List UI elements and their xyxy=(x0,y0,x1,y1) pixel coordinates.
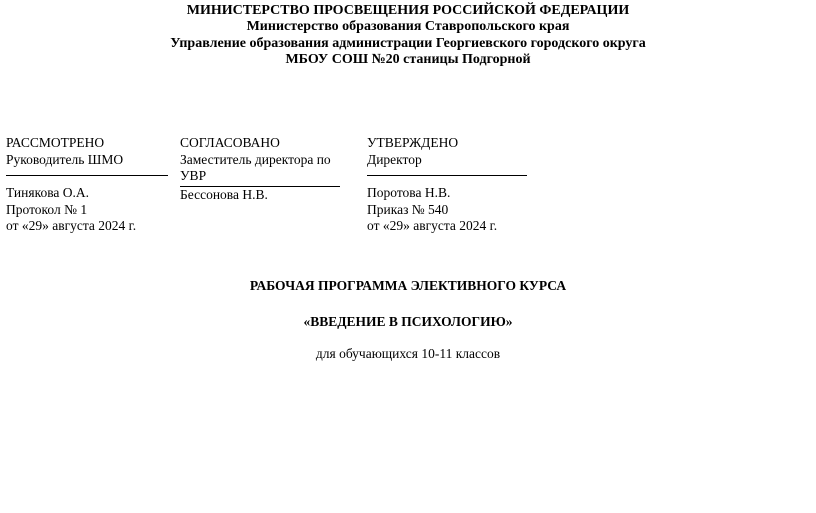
agreed-role-line1: Заместитель директора по xyxy=(180,151,331,167)
approved-order: Приказ № 540 xyxy=(367,201,449,217)
agreed-name: Бессонова Н.В. xyxy=(180,186,268,202)
considered-role: Руководитель ШМО xyxy=(6,151,124,167)
approved-date: от «29» августа 2024 г. xyxy=(367,218,498,233)
course-name: «ВВЕДЕНИЕ В ПСИХОЛОГИЮ» xyxy=(303,314,513,329)
agreed-block xyxy=(180,135,340,203)
regional-ministry-name: Министерство образования Ставропольского края xyxy=(246,19,570,34)
approved-role: Директор xyxy=(367,151,422,167)
considered-protocol: Протокол № 1 xyxy=(6,201,88,217)
considered-name: Тинякова О.А. xyxy=(6,185,90,200)
approved-name: Поротова Н.В. xyxy=(367,185,451,200)
department-name: Управление образования администрации Георгиевского городского округа xyxy=(170,36,646,51)
considered-block xyxy=(6,135,168,235)
program-audience: для обучающихся 10-11 классов xyxy=(315,346,501,361)
considered-heading: РАССМОТРЕНО xyxy=(6,135,105,150)
approved-block xyxy=(367,135,527,235)
ministry-name: МИНИСТЕРСТВО ПРОСВЕЩЕНИЯ РОССИЙСКОЙ ФЕДЕРАЦИИ xyxy=(186,3,630,18)
considered-date: от «29» августа 2024 г. xyxy=(6,218,137,233)
approved-heading: УТВЕРЖДЕНО xyxy=(367,135,459,150)
school-name: МБОУ СОШ №20 станицы Подгорной xyxy=(285,52,531,67)
program-title: РАБОЧАЯ ПРОГРАММА ЭЛЕКТИВНОГО КУРСА xyxy=(249,278,567,293)
approved-signature-line xyxy=(367,168,527,176)
considered-signature-line xyxy=(6,168,168,176)
agreed-heading: СОГЛАСОВАНО xyxy=(180,135,280,150)
agreed-role-line2: УВР xyxy=(180,168,207,183)
